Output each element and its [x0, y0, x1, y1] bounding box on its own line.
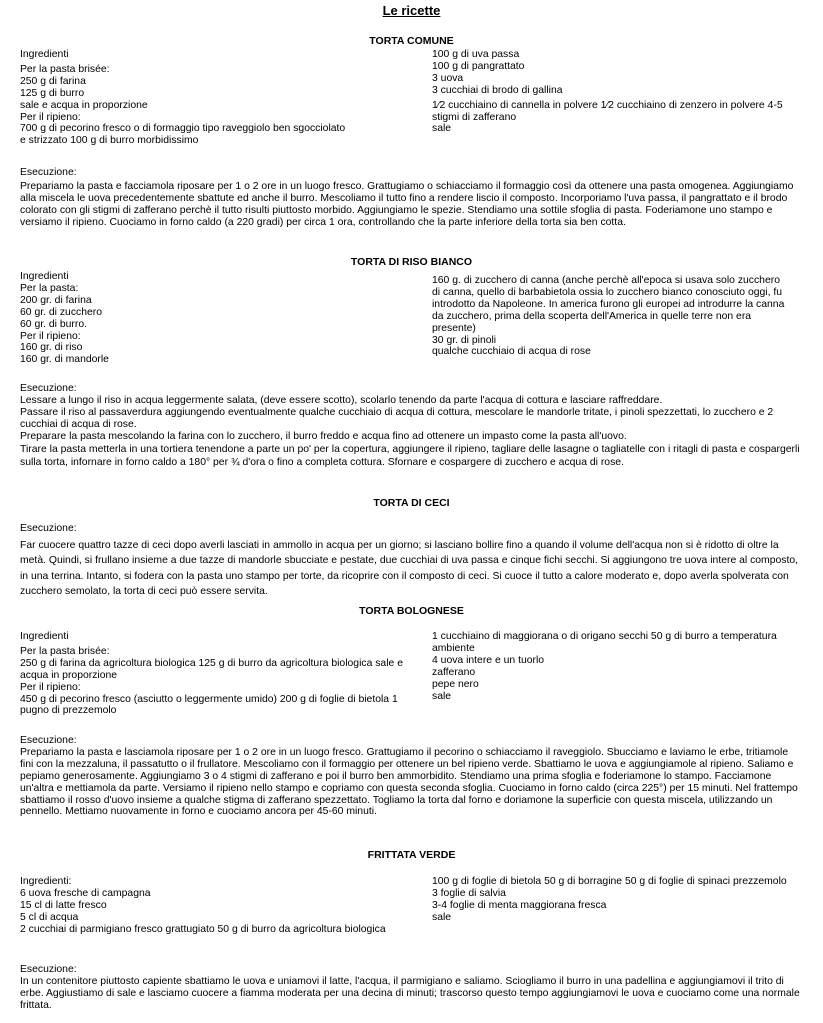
- ingredient-line: 3 cucchiai di brodo di gallina: [432, 84, 563, 96]
- ingredient-line: sale: [432, 123, 452, 135]
- ingredient-line: 100 g di foglie di bietola 50 g di borragine 50 g di foglie di spinaci prezzemolo: [432, 876, 787, 887]
- ingredient-line: 700 g di pecorino fresco o di formaggio tipo raveggiolo ben sgocciolato: [20, 123, 346, 135]
- ingredient-line: 250 g di farina: [20, 75, 86, 87]
- execution-text: Far cuocere quattro tazze di ceci dopo averli lasciati in ammollo in acqua per un giorno; si lasciano bollire fino a quando il volume dell'acqua non si è ridotto di oltre la metà. Quindi, si frullano insieme a due tazze di mandorle sbucciate e pestate, due cucchiai di uva passa e cinque fichi secchi. Si aggiungono tre uova intere al composto, in una terrina. Intanto, si fodera con la pasta uno stampo per torte, da ricoprire con il composto di ceci. Si cuoce il tutto a calore moderato e, dopo averla spolverata con zucchero semolato, la torta di ceci può essere servita.: [20, 539, 799, 598]
- ingredient-line: 1 cucchiaino di maggiorana o di origano secchi 50 g di burro a temperatura ambiente: [432, 631, 777, 654]
- execution-line: Passare il riso al passaverdura aggiungendo eventualmente qualche cucchiaio di acqua di cottura, mescolare le mandorle tritate, i pinoli spezzettati, lo zucchero e 2 cucchiai di acqua di rose.: [20, 406, 774, 430]
- ingredient-line: 100 g di uva passa: [432, 49, 520, 60]
- ingredient-line: 3 uova: [432, 72, 464, 84]
- ingredients-left-torta-comune: [20, 49, 405, 147]
- execution-text: Prepariamo la pasta e facciamola riposare per 1 o 2 ore in un luogo fresco. Grattugiamo o schiacciamo il formaggio così da ottenere una pasta omogenea. Aggiungiamo alla miscela le uova precedentemente sbattute ed anche il burro. Mescoliamo il tutto fino a rendere liscio il composto. Incorporiamo l'uva passa, il pangrattato e il brodo colorato con gli stigmi di zafferano perchè il tutto risulti piuttosto morbido. Aggiungiamo le spezie. Stendiamo una sottile sfoglia di pasta. Foderiamone uno stampo e versiamo il ripieno. Cuociamo in forno caldo (a 220 gradi) per circa 1 ora, controllando che la parte inferiore della torta sia ben cotta.: [20, 180, 794, 228]
- ingredient-line: 200 gr. di farina: [20, 294, 92, 306]
- ingredient-line: Per la pasta brisée:: [20, 63, 110, 75]
- ingredient-line: 5 cl di acqua: [20, 911, 79, 923]
- ingredient-line: Per la pasta:: [20, 282, 79, 294]
- ingredients-heading: Ingredienti: [20, 271, 69, 282]
- recipe-title-torta-ceci: TORTA DI CECI: [373, 497, 450, 509]
- recipe-title-torta-bolognese: TORTA BOLOGNESE: [359, 605, 464, 617]
- ingredient-line: 6 uova fresche di campagna: [20, 887, 151, 899]
- ingredient-line: 15 cl di latte fresco: [20, 899, 107, 911]
- execution-torta-bolognese: [20, 735, 804, 818]
- execution-label: Esecuzione:: [20, 167, 77, 178]
- ingredients-left-frittata-verde: [20, 876, 405, 936]
- ingredient-line: 160 gr. di riso: [20, 342, 83, 354]
- ingredient-line: sale e acqua in proporzione: [20, 99, 148, 111]
- ingredient-line: 125 g di burro: [20, 87, 85, 99]
- ingredient-line: sale: [432, 911, 452, 923]
- page-title: Le ricette: [382, 3, 441, 18]
- ingredient-line: 100 g di pangrattato: [432, 60, 525, 72]
- ingredients-left-torta-riso: [20, 271, 405, 366]
- ingredient-line: 2 cucchiai di parmigiano fresco grattugiato 50 g di burro da agricoltura biologica: [20, 923, 386, 935]
- recipe-title-torta-comune: TORTA COMUNE: [369, 35, 454, 47]
- ingredients-heading: Ingredienti: [20, 631, 69, 642]
- execution-label: Esecuzione:: [20, 735, 77, 746]
- recipe-title-frittata-verde: FRITTATA VERDE: [367, 849, 456, 861]
- execution-torta-riso: [20, 383, 804, 470]
- ingredient-line: 160 g. di zucchero di canna (anche perchè all'epoca si usava solo zucchero di canna, quello di barbabietola ossia lo zucchero bianco conosciuto oggi, fu introdotto da Napoleone. In america furono gli europei ad introdurre la canna da zucchero, prima della scoperta dell'America in quelle terre non era presente): [432, 275, 785, 334]
- ingredient-line: zafferano: [432, 666, 476, 678]
- ingredients-left-torta-bolognese: [20, 631, 405, 717]
- execution-torta-ceci: [20, 523, 804, 600]
- ingredient-line: 3-4 foglie di menta maggiorana fresca: [432, 899, 607, 911]
- execution-text: In un contenitore piuttosto capiente sbattiamo le uova e uniamovi il latte, l'acqua, il parmigiano e saliamo. Sciogliamo il burro in una padellina e aggiungiamovi il trito di erbe. Aggiustiamo di sale e lasciamo cuocere a fiamma moderata per una decina di minuti; trascorso questo tempo aggiungiamovi le uova e cuociamo come una normale frittata.: [20, 975, 800, 1011]
- ingredient-line: 60 gr. di burro.: [20, 318, 88, 330]
- ingredient-line: qualche cucchiaio di acqua di rose: [432, 346, 591, 358]
- ingredients-right-frittata-verde: [432, 876, 787, 924]
- execution-text: Prepariamo la pasta e lasciamola riposare per 1 o 2 ore in un luogo fresco. Grattugiamo il pecorino o schiacciamo il raveggiolo. Sbucciamo e laviamo le erbe, tritiamole fini con la mezzaluna, il passatutto o il frullatore. Mescoliamo con il formaggio per ottenere un bel ripieno verde. Sbattiamo le uova e aggiungiamole al ripieno. Saliamo e pepiamo generosamente. Aggiungiamo 3 o 4 stigmi di zafferano e poi il burro ben ammorbidito. Stendiamo una prima sfoglia e foderiamone lo stampo. Facciamone un'altra e mettiamola da parte. Versiamo il ripieno nello stampo e copriamo con questa seconda sfoglia. Cuociamo in forno caldo (circa 225°) per 15 minuti. Nel frattempo sbattiamo il rosso d'uovo insieme a qualche stigma di zafferano spezzettato. Togliamo la torta dal forno e doriamone la superficie con questa miscela, utilizzando un pennello. Mettiamo nuovamente in forno e cuociamo ancora per 45-60 minuti.: [20, 746, 798, 818]
- execution-torta-comune: [20, 167, 804, 229]
- ingredient-line: 30 gr. di pinoli: [432, 334, 497, 346]
- execution-label: Esecuzione:: [20, 523, 77, 534]
- ingredients-heading: Ingredienti:: [20, 876, 72, 887]
- ingredients-right-torta-riso: [432, 275, 787, 358]
- execution-label: Esecuzione:: [20, 383, 77, 394]
- ingredient-line: Per il ripieno:: [20, 681, 81, 693]
- ingredients-heading: Ingredienti: [20, 49, 69, 60]
- execution-label: Esecuzione:: [20, 964, 77, 975]
- execution-frittata-verde: [20, 964, 804, 1012]
- execution-line: Lessare a lungo il riso in acqua leggermente salata, (deve essere scotto), scolarlo tenendo da parte l'acqua di cottura e lasciare raffreddare.: [20, 394, 663, 406]
- ingredient-line: 3 foglie di salvia: [432, 887, 506, 899]
- ingredient-line: 450 g di pecorino fresco (asciutto o leggermente umido) 200 g di foglie di bietola 1 pugno di prezzemolo: [20, 693, 398, 717]
- execution-line: Preparare la pasta mescolando la farina con lo zucchero, il burro freddo e acqua fino ad ottenere un impasto come la pasta all'uovo.: [20, 430, 627, 442]
- ingredient-line: 160 gr. di mandorle: [20, 354, 109, 366]
- ingredient-line: 1⁄2 cucchiaino di cannella in polvere 1⁄2 cucchiaino di zenzero in polvere 4-5 stigmi di zafferano: [432, 99, 783, 123]
- ingredient-line: 4 uova intere e un tuorlo: [432, 654, 545, 666]
- execution-line: Tirare la pasta metterla in una tortiera tenendone a parte un po' per la copertura, aggiungere il ripieno, tagliare delle lasagne o tagliatelle con i ritagli di pasta e cospargerli sulla torta, infornare in forno caldo a 180° per ¾ d'ora o fino a completa cottura. Sfornare e cospargere di zucchero e acqua di rose.: [20, 443, 800, 469]
- ingredients-right-torta-comune: [432, 49, 787, 135]
- ingredient-line: Per la pasta brisée:: [20, 645, 110, 657]
- ingredient-line: 60 gr. di zucchero: [20, 306, 103, 318]
- ingredient-line: e strizzato 100 g di burro morbidissimo: [20, 135, 199, 147]
- ingredient-line: Per il ripieno:: [20, 330, 81, 342]
- ingredient-line: sale: [432, 690, 452, 702]
- ingredients-right-torta-bolognese: [432, 631, 787, 702]
- ingredient-line: 250 g di farina da agricoltura biologica 125 g di burro da agricoltura biologica sale e acqua in proporzione: [20, 657, 403, 681]
- ingredient-line: pepe nero: [432, 678, 479, 690]
- recipe-title-torta-riso: TORTA DI RISO BIANCO: [350, 256, 473, 268]
- ingredient-line: Per il ripieno:: [20, 111, 81, 123]
